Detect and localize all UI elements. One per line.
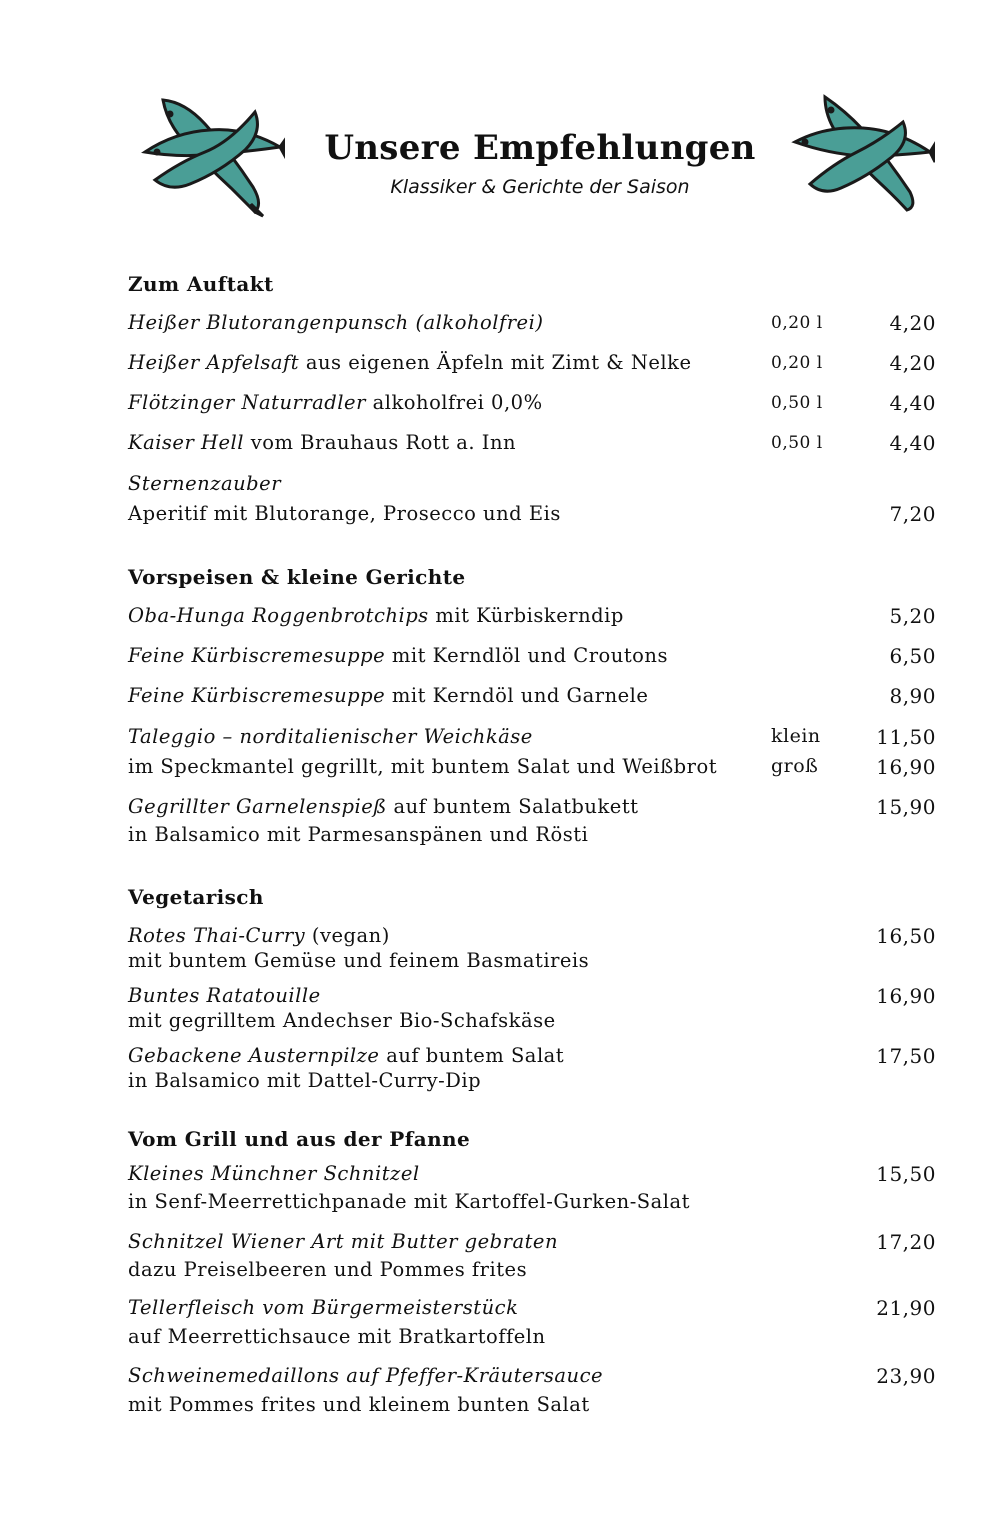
item-description: (vegan)	[311, 924, 390, 947]
section-title-zum-auftakt: Zum Auftakt	[128, 272, 274, 296]
item-name: Heißer Apfelsaft	[128, 351, 300, 374]
item-name: Heißer Blutorangenpunsch (alkoholfrei)	[128, 311, 544, 334]
item-name: Oba-Hunga Roggenbrotchips	[128, 604, 429, 627]
item-price: 16,90	[876, 984, 936, 1008]
item-description: mit Pommes frites und kleinem bunten Salat	[128, 1393, 590, 1416]
menu-item	[128, 472, 938, 502]
item-description: auf buntem Salatbukett	[393, 795, 639, 818]
item-description: in Balsamico mit Dattel-Curry-Dip	[128, 1069, 482, 1092]
menu-item-detail	[128, 1069, 938, 1099]
item-name: Feine Kürbiscremesuppe	[128, 644, 386, 667]
menu-item-detail	[128, 1258, 938, 1288]
item-price: 5,20	[889, 604, 936, 628]
item-description: mit Kerndöl und Garnele	[391, 684, 649, 707]
item-name: Rotes Thai-Curry	[128, 924, 306, 947]
fish-icon	[795, 97, 935, 210]
menu-item-detail	[128, 502, 938, 532]
menu-item	[128, 1364, 938, 1394]
item-price: 17,20	[876, 1230, 936, 1254]
menu-item	[128, 431, 938, 461]
menu-item-detail	[128, 823, 938, 853]
item-name: Gegrillter Garnelenspieß	[128, 795, 387, 818]
menu-item	[128, 391, 938, 421]
item-volume: 0,20 l	[771, 313, 823, 333]
item-name: Gebackene Austernpilze	[128, 1044, 380, 1067]
item-price: 17,50	[876, 1044, 936, 1068]
item-price: 7,20	[889, 502, 936, 526]
item-price: 16,50	[876, 924, 936, 948]
menu-item-detail	[128, 949, 938, 979]
item-description: in Senf-Meerrettichpanade mit Kartoffel-Gurken-Salat	[128, 1190, 690, 1213]
menu-item-detail	[128, 1393, 938, 1423]
item-description: alkoholfrei 0,0%	[372, 391, 543, 414]
item-size: groß	[771, 755, 819, 777]
section-title-vom-grill: Vom Grill und aus der Pfanne	[128, 1127, 471, 1151]
item-price: 16,90	[876, 755, 936, 779]
page-title: Unsere Empfehlungen	[324, 128, 756, 168]
item-price: 4,20	[889, 311, 936, 335]
item-description: in Balsamico mit Parmesanspänen und Rösti	[128, 823, 589, 846]
menu-item	[128, 604, 938, 634]
item-name: Buntes Ratatouille	[128, 984, 321, 1007]
item-price: 15,90	[876, 795, 936, 819]
menu-item	[128, 795, 938, 825]
item-description: mit buntem Gemüse und feinem Basmatireis	[128, 949, 590, 972]
menu-item	[128, 684, 938, 714]
item-description: auf Meerrettichsauce mit Bratkartoffeln	[128, 1325, 546, 1348]
menu-item	[128, 351, 938, 381]
menu-item	[128, 311, 938, 341]
item-size: klein	[771, 725, 821, 747]
menu-item	[128, 1296, 938, 1326]
item-description: aus eigenen Äpfeln mit Zimt & Nelke	[305, 351, 692, 374]
item-description: mit Kürbiskerndip	[435, 604, 624, 627]
item-volume: 0,50 l	[771, 393, 823, 413]
item-price: 15,50	[876, 1162, 936, 1186]
fish-icon	[145, 100, 285, 216]
item-price: 11,50	[876, 725, 936, 749]
menu-item	[128, 644, 938, 674]
menu-item	[128, 1162, 938, 1192]
item-name: Flötzinger Naturradler	[128, 391, 366, 414]
item-name: Schweinemedaillons auf Pfeffer-Kräutersauce	[128, 1364, 604, 1387]
item-volume: 0,50 l	[771, 433, 823, 453]
item-description: vom Brauhaus Rott a. Inn	[250, 431, 517, 454]
item-description: mit Kerndlöl und Croutons	[391, 644, 668, 667]
page-subtitle: Klassiker & Gerichte der Saison	[390, 176, 690, 198]
fish-illustration-right	[785, 92, 935, 222]
item-price: 4,40	[889, 391, 936, 415]
item-name: Feine Kürbiscremesuppe	[128, 684, 386, 707]
item-name: Schnitzel Wiener Art mit Butter gebraten	[128, 1230, 559, 1253]
item-price: 8,90	[889, 684, 936, 708]
section-title-vorspeisen: Vorspeisen & kleine Gerichte	[128, 565, 466, 589]
item-name: Kleines Münchner Schnitzel	[128, 1162, 420, 1185]
item-description: dazu Preiselbeeren und Pommes frites	[128, 1258, 528, 1281]
menu-item-detail	[128, 1190, 938, 1220]
fish-illustration-left	[135, 92, 285, 222]
item-price: 4,40	[889, 431, 936, 455]
item-description: mit gegrilltem Andechser Bio-Schafskäse	[128, 1009, 556, 1032]
item-price: 4,20	[889, 351, 936, 375]
item-name: Sternenzauber	[128, 472, 282, 495]
section-title-vegetarisch: Vegetarisch	[128, 885, 264, 909]
item-price: 23,90	[876, 1364, 936, 1388]
item-price: 21,90	[876, 1296, 936, 1320]
item-description: Aperitif mit Blutorange, Prosecco und Eis	[128, 502, 561, 525]
item-volume: 0,20 l	[771, 353, 823, 373]
item-description: auf buntem Salat	[386, 1044, 565, 1067]
menu-item-detail	[128, 1009, 938, 1039]
menu-item	[128, 725, 938, 755]
menu-item-detail	[128, 1325, 938, 1355]
menu-item-detail	[128, 755, 938, 785]
item-description: im Speckmantel gegrillt, mit buntem Salat und Weißbrot	[128, 755, 718, 778]
item-name: Kaiser Hell	[128, 431, 245, 454]
item-name: Tellerfleisch vom Bürgermeisterstück	[128, 1296, 519, 1319]
item-price: 6,50	[889, 644, 936, 668]
item-name: Taleggio – norditalienischer Weichkäse	[128, 725, 533, 748]
menu-item	[128, 1230, 938, 1260]
